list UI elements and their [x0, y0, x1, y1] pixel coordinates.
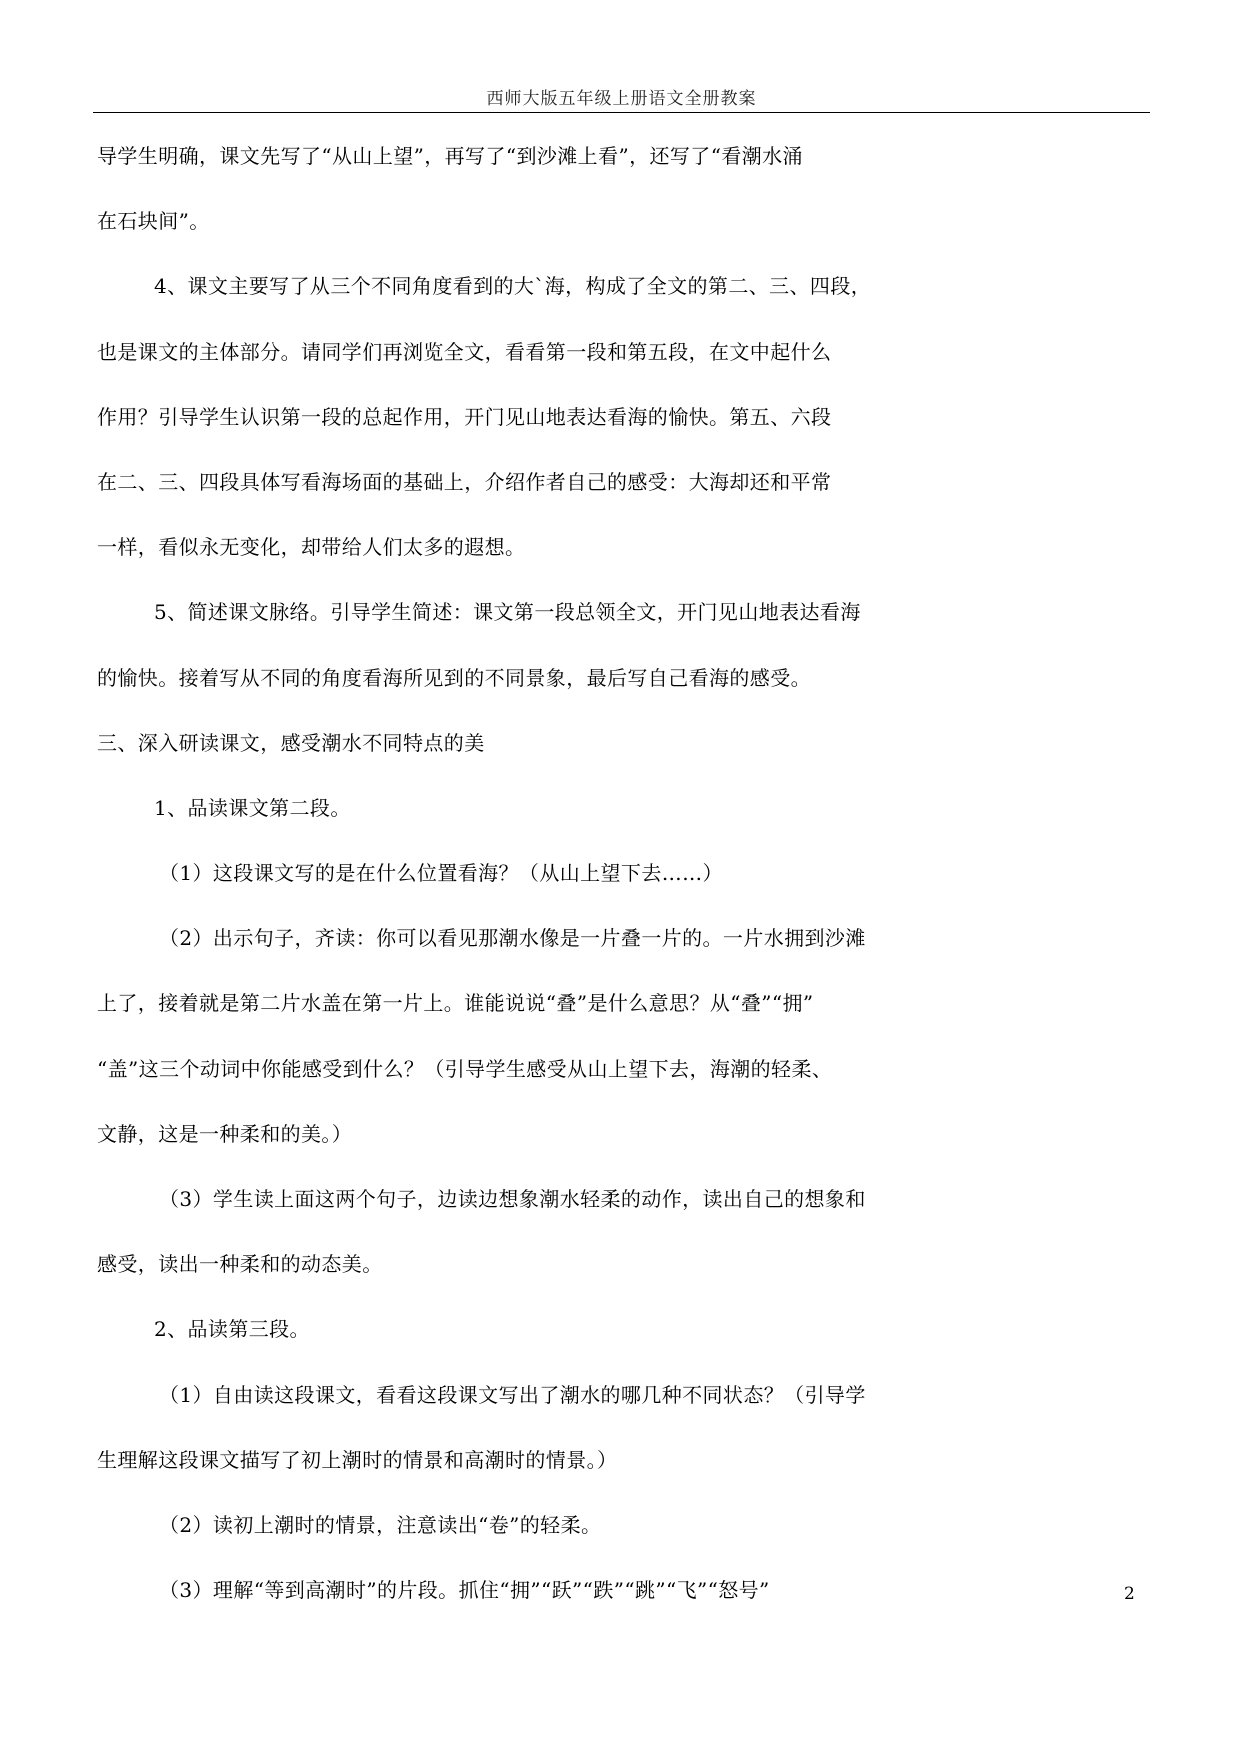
text-line: 三、深入研读课文，感受潮水不同特点的美 [97, 730, 485, 755]
text-line: 文静，这是一种柔和的美。） [97, 1121, 353, 1146]
text-line: 在二、三、四段具体写看海场面的基础上，介绍作者自己的感受：大海却还和平常 [97, 469, 832, 494]
running-header: 西师大版五年级上册语文全册教案 [486, 89, 757, 109]
text-line: 一样，看似永无变化，却带给人们太多的遐想。 [97, 535, 526, 560]
text-line: 在石块间”。 [97, 209, 210, 234]
text-line: 5、简述课文脉络。引导学生简述：课文第一段总领全文，开门见山地表达看海 [154, 600, 861, 625]
text-line: 1、品读课文第二段。 [154, 795, 351, 820]
header-divider [93, 112, 1150, 113]
text-line: （2）出示句子，齐读：你可以看见那潮水像是一片叠一片的。一片水拥到沙滩 [159, 926, 866, 951]
text-line: 4、课文主要写了从三个不同角度看到的大`海，构成了全文的第二、三、四段， [154, 274, 872, 299]
text-line: （1）这段课文写的是在什么位置看海？（从山上望下去……） [159, 861, 723, 886]
text-line: （2）读初上潮时的情景，注意读出“卷”的轻柔。 [159, 1512, 602, 1537]
text-line: 感受，读出一种柔和的动态美。 [97, 1252, 383, 1277]
text-line: （3）学生读上面这两个句子，边读边想象潮水轻柔的动作，读出自己的想象和 [159, 1187, 866, 1211]
text-line: 生理解这段课文描写了初上潮时的情景和高潮时的情景。） [97, 1447, 618, 1472]
page-number: 2 [1124, 1584, 1135, 1604]
text-line: 的愉快。接着写从不同的角度看海所见到的不同景象，最后写自己看海的感受。 [97, 665, 811, 690]
text-line: （3）理解“等到高潮时”的片段。抓住“拥”“跃”“跌”“跳”“飞”“怒号” [159, 1578, 770, 1603]
text-line: 也是课文的主体部分。请同学们再浏览全文，看看第一段和第五段，在文中起什么 [97, 339, 832, 364]
text-line: 上了，接着就是第二片水盖在第一片上。谁能说说“叠”是什么意思？从“叠”“拥” [97, 991, 814, 1016]
text-line: 导学生明确，课文先写了“从山上望”，再写了“到沙滩上看”，还写了“看潮水涌 [97, 144, 803, 168]
text-line: “盖”这三个动词中你能感受到什么？（引导学生感受从山上望下去，海潮的轻柔、 [97, 1056, 833, 1081]
text-line: 作用？引导学生认识第一段的总起作用，开门见山地表达看海的愉快。第五、六段 [97, 404, 832, 429]
document-body [97, 124, 1157, 1623]
text-line: 2、品读第三段。 [154, 1317, 310, 1342]
text-line: （1）自由读这段课文，看看这段课文写出了潮水的哪几种不同状态？（引导学 [159, 1382, 866, 1407]
